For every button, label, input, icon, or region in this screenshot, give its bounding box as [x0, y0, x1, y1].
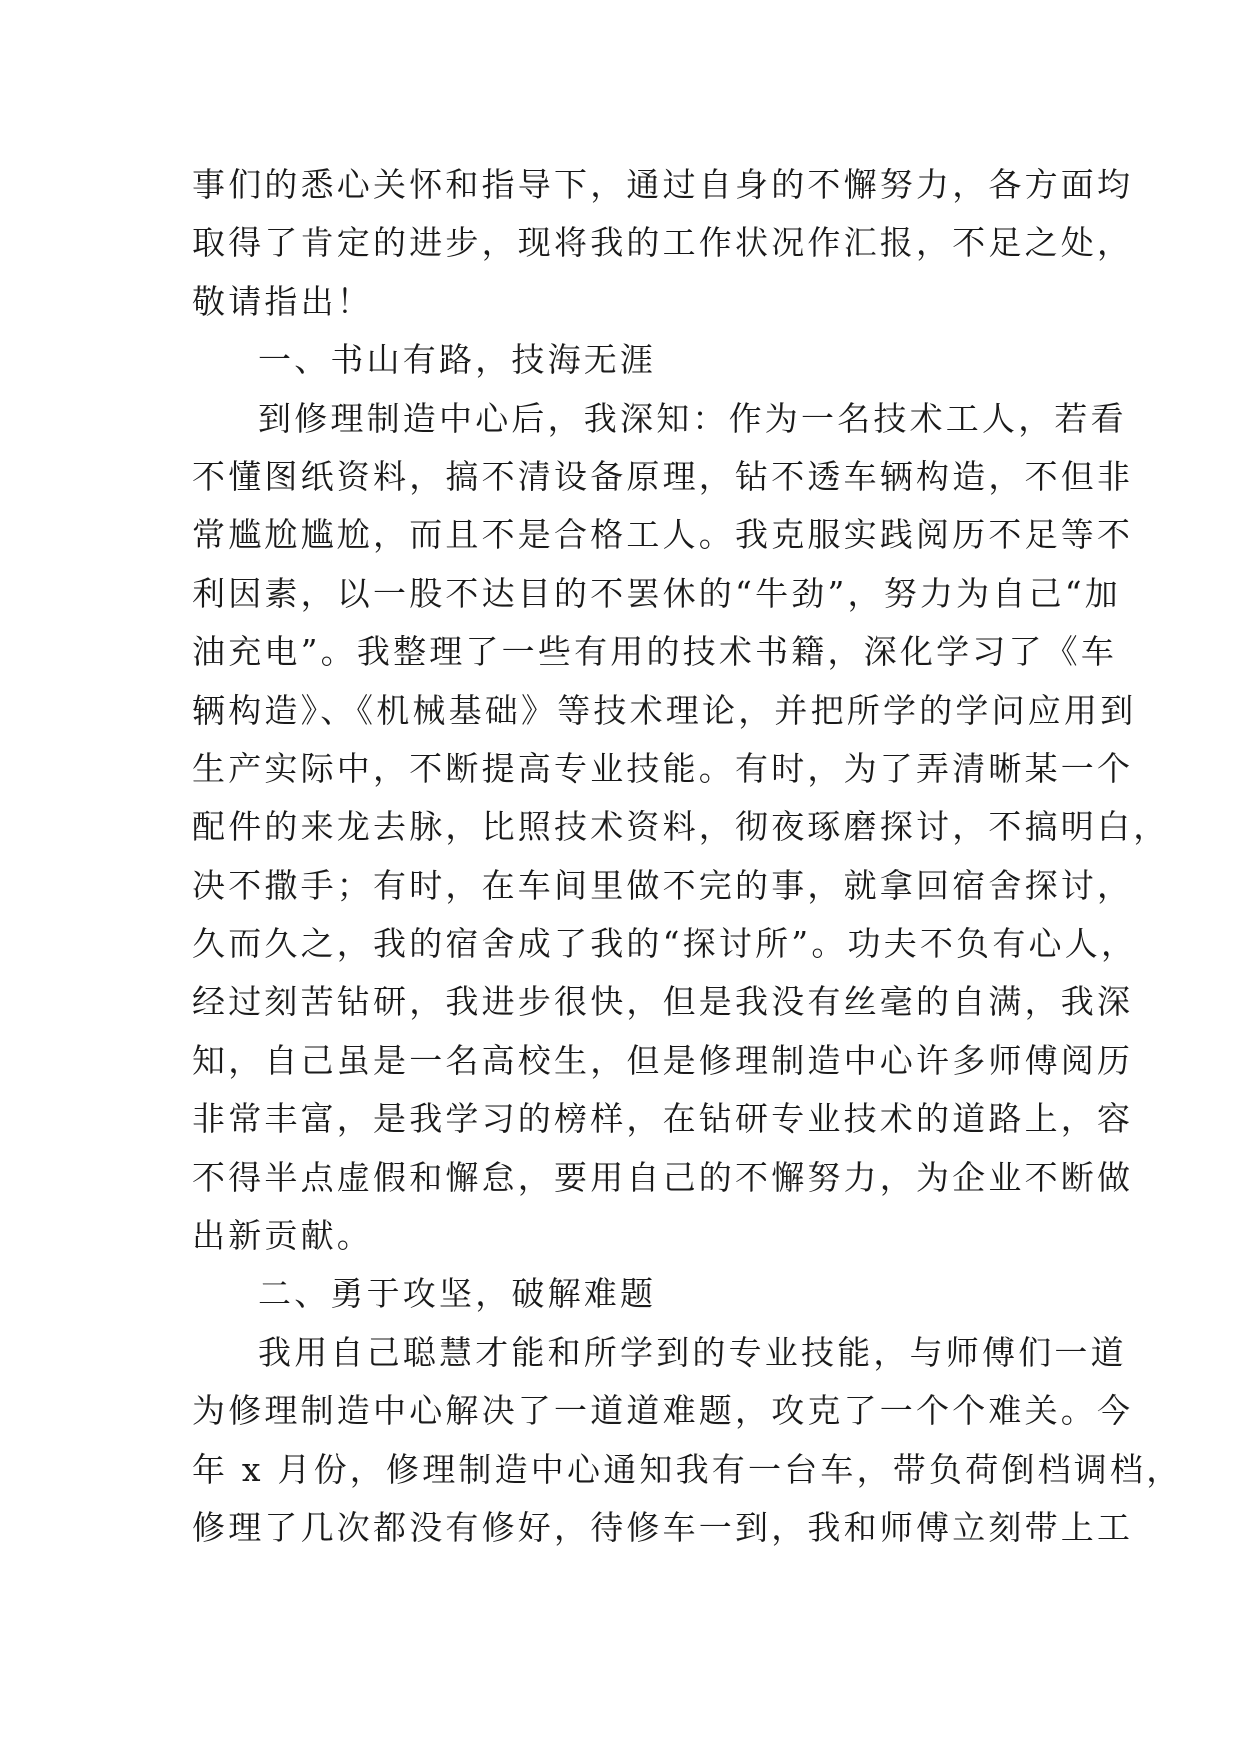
text-line: 事们的悉心关怀和指导下，通过自身的不懈努力，各方面均 [192, 165, 1134, 204]
text-line: 久而久之，我的宿舍成了我的“探讨所”。功夫不负有心人， [192, 924, 1138, 964]
text-line: 取得了肯定的进步，现将我的工作状况作汇报，不足之处， [192, 223, 1134, 263]
text-line: 不懂图纸资料，搞不清设备原理，钻不透车辆构造，不但非 [192, 456, 1134, 496]
document-body [192, 156, 1183, 1557]
text-line: 知，自己虽是一名高校生，但是修理制造中心许多师傅阅历 [192, 1040, 1134, 1080]
text-line: 经过刻苦钻研，我进步很快，但是我没有丝毫的自满，我深 [192, 982, 1134, 1022]
text-line: 常尴尬尴尬，而且不是合格工人。我克服实践阅历不足等不 [192, 515, 1134, 555]
text-line: 利因素，以一股不达目的不罢休的“牛劲”，努力为自己“加 [192, 573, 1122, 613]
document-page [192, 156, 1183, 1557]
text-line: 出新贡献。 [192, 1216, 373, 1256]
text-line: 辆构造》、《机械基础》等技术理论，并把所学的学问应用到 [192, 690, 1137, 730]
text-line: 修理了几次都没有修好，待修车一到，我和师傅立刻带上工 [192, 1507, 1134, 1547]
text-line: 年 x 月份，修理制造中心通知我有一台车，带负荷倒档调档， [192, 1449, 1183, 1489]
text-line: 一、书山有路，技海无涯 [258, 340, 657, 380]
text-line: 我用自己聪慧才能和所学到的专业技能，与师傅们一道 [258, 1332, 1127, 1372]
text-line: 为修理制造中心解决了一道道难题，攻克了一个个难关。今 [192, 1391, 1134, 1431]
text-line: 油充电”。我整理了一些有用的技术书籍，深化学习了《车 [192, 632, 1118, 672]
text-line: 不得半点虚假和懈怠，要用自己的不懈努力，为企业不断做 [192, 1157, 1134, 1197]
text-line: 配件的来龙去脉，比照技术资料，彻夜琢磨探讨，不搞明白， [192, 807, 1170, 847]
text-line: 非常丰富，是我学习的榜样，在钻研专业技术的道路上，容 [192, 1099, 1134, 1139]
text-line: 决不撒手；有时，在车间里做不完的事，就拿回宿舍探讨， [192, 865, 1134, 905]
text-line: 二、勇于攻坚，破解难题 [258, 1274, 657, 1314]
text-line: 到修理制造中心后，我深知：作为一名技术工人，若看 [258, 398, 1127, 438]
text-line: 敬请指出！ [192, 281, 373, 321]
text-line: 生产实际中，不断提高专业技能。有时，为了弄清晰某一个 [192, 748, 1134, 788]
